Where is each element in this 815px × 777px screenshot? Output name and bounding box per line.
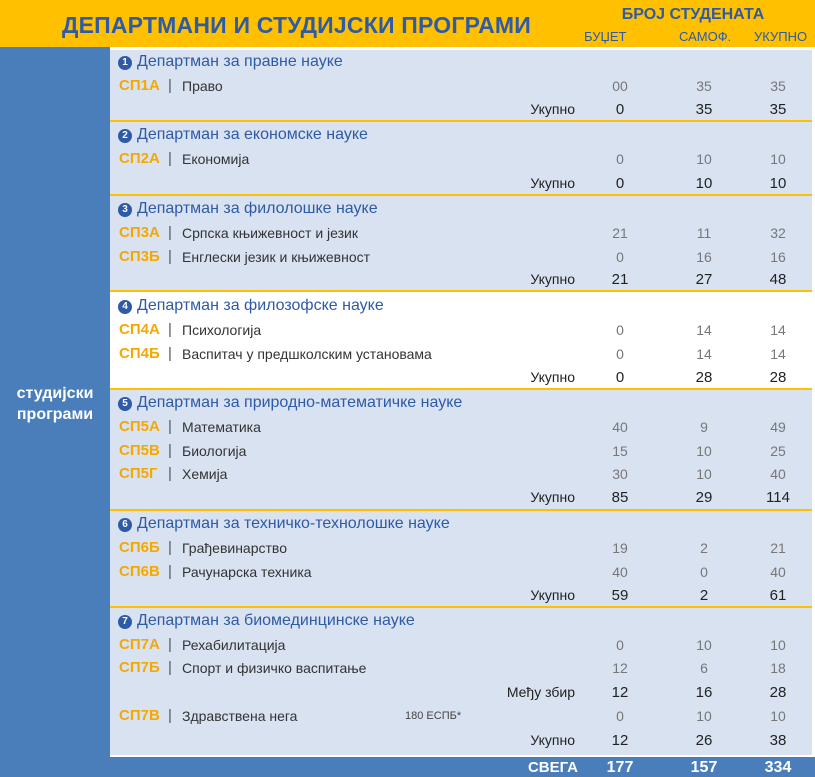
department-name: Департман за филозофске науке xyxy=(137,297,384,314)
total-value: 25 xyxy=(770,443,786,459)
budget-value: 0 xyxy=(616,346,624,362)
department-heading xyxy=(118,53,343,71)
total-label: Укупно xyxy=(530,369,575,385)
total-value: 35 xyxy=(770,78,786,94)
number-badge-icon: 2 xyxy=(118,129,132,143)
separator-bar: | xyxy=(168,418,172,435)
program-row xyxy=(110,318,812,340)
column-header-budget: БУЏЕТ xyxy=(584,29,627,44)
program-row xyxy=(110,74,812,96)
separator-bar: | xyxy=(168,321,172,338)
separator-bar: | xyxy=(168,77,172,94)
budget-value: 40 xyxy=(612,419,628,435)
program-code: СП7Б xyxy=(119,659,160,676)
budget-value: 12 xyxy=(612,660,628,676)
budget-value: 19 xyxy=(612,540,628,556)
separator-bar: | xyxy=(168,465,172,482)
program-name: Психологија xyxy=(182,322,262,338)
program-row xyxy=(110,704,812,726)
program-row xyxy=(110,147,812,169)
self-value: 14 xyxy=(696,322,712,338)
budget-value: 40 xyxy=(612,564,628,580)
program-code: СП6В xyxy=(119,563,160,580)
number-badge-icon: 5 xyxy=(118,397,132,411)
self-value: 35 xyxy=(695,101,713,118)
total-row xyxy=(110,267,812,289)
department-heading xyxy=(118,297,384,315)
separator-bar: | xyxy=(168,248,172,265)
total-row xyxy=(110,485,812,507)
ects-note: 180 ЕСПБ* xyxy=(405,710,462,722)
number-badge-icon: 1 xyxy=(118,56,132,70)
total-label: Укупно xyxy=(530,732,575,748)
budget-value: 0 xyxy=(615,175,625,192)
separator-bar: | xyxy=(168,539,172,556)
self-value: 10 xyxy=(695,175,713,192)
grand-total-row xyxy=(110,757,815,777)
total-value: 28 xyxy=(769,369,787,386)
budget-value: 0 xyxy=(616,637,624,653)
program-name: Математика xyxy=(182,419,261,435)
program-code: СП1А xyxy=(119,77,160,94)
self-value: 14 xyxy=(696,346,712,362)
self-value: 10 xyxy=(696,443,712,459)
program-code: СП2А xyxy=(119,150,160,167)
program-name: Право xyxy=(182,78,223,94)
program-code: СП4А xyxy=(119,321,160,338)
total-value: 38 xyxy=(769,732,787,749)
total-value: 114 xyxy=(766,489,790,506)
grand-total-label: СВЕГА xyxy=(527,759,578,776)
budget-value: 0 xyxy=(616,322,624,338)
program-code: СП7А xyxy=(119,636,160,653)
program-row xyxy=(110,221,812,243)
self-value: 28 xyxy=(695,369,713,386)
total-value: 10 xyxy=(769,175,787,192)
total-row xyxy=(110,171,812,193)
number-badge-icon: 6 xyxy=(118,518,132,532)
program-name: Спорт и физичко васпитање xyxy=(182,660,367,676)
total-value: 334 xyxy=(764,759,792,776)
program-row xyxy=(110,462,812,484)
total-value: 14 xyxy=(770,346,786,362)
program-name: Енглески језик и књижевност xyxy=(182,249,371,265)
self-value: 2 xyxy=(700,540,708,556)
program-name: Здравствена нега xyxy=(182,708,298,724)
total-label: Укупно xyxy=(530,101,575,117)
budget-value: 0 xyxy=(615,101,625,118)
total-value: 10 xyxy=(770,151,786,167)
department-heading xyxy=(118,612,415,630)
department-name: Департман за биомединцинске науке xyxy=(137,612,415,629)
program-code: СП5А xyxy=(119,418,160,435)
budget-value: 0 xyxy=(616,708,624,724)
separator-bar: | xyxy=(168,636,172,653)
program-code: СП6Б xyxy=(119,539,160,556)
budget-value: 0 xyxy=(616,249,624,265)
program-name: Економија xyxy=(182,151,250,167)
self-value: 6 xyxy=(700,660,708,676)
separator-bar: | xyxy=(168,224,172,241)
subtotal-label: Међу збир xyxy=(506,684,575,700)
program-name: Грађевинарство xyxy=(182,540,287,556)
self-value: 35 xyxy=(696,78,712,94)
total-value: 48 xyxy=(769,271,787,288)
self-value: 29 xyxy=(695,489,713,506)
total-label: Укупно xyxy=(530,587,575,603)
total-value: 21 xyxy=(770,540,786,556)
separator-bar: | xyxy=(168,563,172,580)
self-value: 16 xyxy=(696,249,712,265)
header-bar xyxy=(0,0,815,47)
program-code: СП5Г xyxy=(119,465,158,482)
program-code: СП5В xyxy=(119,442,160,459)
total-row xyxy=(110,365,812,387)
self-value: 27 xyxy=(695,271,713,288)
program-row xyxy=(110,656,812,678)
total-label: Укупно xyxy=(530,489,575,505)
budget-value: 21 xyxy=(612,225,628,241)
program-name: Васпитач у предшколским установама xyxy=(182,346,432,362)
student-count-heading: БРОЈ СТУДЕНАТА xyxy=(621,6,765,23)
total-value: 16 xyxy=(770,249,786,265)
program-code: СП3А xyxy=(119,224,160,241)
page-title: ДЕПАРТМАНИ И СТУДИЈСКИ ПРОГРАМИ xyxy=(62,12,531,38)
program-row xyxy=(110,560,812,582)
total-value: 10 xyxy=(770,637,786,653)
total-value: 14 xyxy=(770,322,786,338)
total-row xyxy=(110,728,812,750)
department-name: Департман за филолошке науке xyxy=(137,200,378,217)
budget-value: 15 xyxy=(612,443,628,459)
budget-value: 0 xyxy=(615,369,625,386)
department-name: Департман за правне науке xyxy=(137,53,343,70)
program-row xyxy=(110,536,812,558)
self-value: 10 xyxy=(696,466,712,482)
program-name: Српска књижевност и језик xyxy=(182,225,358,241)
separator-bar: | xyxy=(168,345,172,362)
total-value: 28 xyxy=(769,684,787,701)
self-value: 2 xyxy=(699,587,709,604)
separator-bar: | xyxy=(168,707,172,724)
total-label: Укупно xyxy=(530,271,575,287)
program-name: Биологија xyxy=(182,443,247,459)
total-value: 61 xyxy=(769,587,787,604)
budget-value: 0 xyxy=(616,151,624,167)
self-value: 10 xyxy=(696,637,712,653)
total-label: Укупно xyxy=(530,175,575,191)
program-row xyxy=(110,439,812,461)
total-value: 18 xyxy=(770,660,786,676)
department-name: Департман за техничко-технолошке науке xyxy=(137,515,450,532)
program-code: СП7В xyxy=(119,707,160,724)
self-value: 10 xyxy=(696,708,712,724)
self-value: 0 xyxy=(700,564,708,580)
self-value: 26 xyxy=(695,732,713,749)
department-heading xyxy=(118,394,462,412)
program-code: СП3Б xyxy=(119,248,160,265)
program-row xyxy=(110,415,812,437)
budget-value: 21 xyxy=(611,271,629,288)
total-value: 49 xyxy=(770,419,786,435)
self-value: 10 xyxy=(696,151,712,167)
department-heading xyxy=(118,515,450,533)
department-name: Департман за природно-математичке науке xyxy=(137,394,463,411)
program-code: СП4Б xyxy=(119,345,160,362)
program-name: Рачунарска техника xyxy=(182,564,312,580)
separator-bar: | xyxy=(168,442,172,459)
number-badge-icon: 4 xyxy=(118,300,132,314)
program-row xyxy=(110,342,812,364)
self-value: 9 xyxy=(700,419,708,435)
subtotal-row xyxy=(110,680,812,702)
total-value: 40 xyxy=(770,564,786,580)
department-name: Департман за економске науке xyxy=(137,126,368,143)
self-value: 157 xyxy=(690,759,718,776)
self-value: 11 xyxy=(696,225,712,241)
budget-value: 177 xyxy=(606,759,634,776)
budget-value: 12 xyxy=(611,732,629,749)
total-value: 40 xyxy=(770,466,786,482)
column-header-self: САМОФ. xyxy=(679,29,732,44)
number-badge-icon: 3 xyxy=(118,203,132,217)
budget-value: 00 xyxy=(612,78,628,94)
total-row xyxy=(110,97,812,119)
total-value: 35 xyxy=(769,101,787,118)
total-row xyxy=(110,583,812,605)
program-row xyxy=(110,633,812,655)
self-value: 16 xyxy=(695,684,713,701)
program-name: Хемија xyxy=(182,466,228,482)
program-name: Рехабилитација xyxy=(182,637,286,653)
total-value: 10 xyxy=(770,708,786,724)
budget-value: 12 xyxy=(611,684,629,701)
budget-value: 85 xyxy=(611,489,629,506)
separator-bar: | xyxy=(168,150,172,167)
side-label: студијски програми xyxy=(16,385,94,423)
program-row xyxy=(110,245,812,267)
column-header-total: УКУПНО xyxy=(754,29,808,44)
budget-value: 30 xyxy=(612,466,628,482)
budget-value: 59 xyxy=(611,587,629,604)
number-badge-icon: 7 xyxy=(118,615,132,629)
total-value: 32 xyxy=(770,225,786,241)
department-heading xyxy=(118,200,378,218)
separator-bar: | xyxy=(168,659,172,676)
department-heading xyxy=(118,126,368,144)
